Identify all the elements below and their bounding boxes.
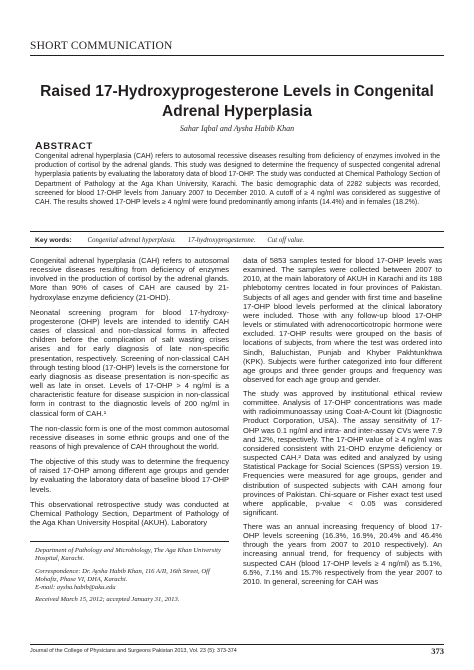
correspondence-email: E-mail: aysha.habib@aku.edu: [35, 584, 116, 592]
affiliation-block: [35, 547, 225, 605]
affiliation-rule: [30, 541, 229, 542]
keywords-row: [35, 237, 314, 244]
title-line-1: Raised 17-Hydroxyprogesterone Levels in Congenital: [40, 83, 434, 100]
keyword-item: Cut off value.: [267, 237, 305, 244]
body-paragraph: data of 5853 samples tested for blood 17-OHP levels was examined. The samples were collected between 2007 to 2010, at the main laboratory of AKUH in Karachi and its 188 phlebotomy centres located in four provinces of Pakistan. Subjects of all ages and gender with first time and baseline 17-OHP blood levels performed at the clinical laboratory were included. Those with any follow-up blood 17-OHP levels or stimulated with adrenocorticotropic hormone were excluded. 17-OHP results were grouped on the basis of locations of subjects, from where the test was ordered into Sindh, Baluchistan, Punjab and Khyber Pakhtunkhwa (KPK). Subjects were further categorized into four different age groups and three gender groups and frequency was observed for each age group and gender.: [243, 256, 442, 385]
section-label: SHORT COMMUNICATION: [30, 40, 173, 52]
title-line-2: Adrenal Hyperplasia: [162, 103, 312, 120]
received-accepted-dates: Received March 15, 2012; accepted January 31, 2013.: [35, 596, 180, 604]
authors: Sahar Iqbal and Aysha Habib Khan: [179, 124, 295, 133]
keyword-item: 17-hydroxyprogesterone.: [187, 237, 256, 244]
body-left-column: [30, 256, 229, 527]
body-paragraph: The objective of this study was to determine the frequency of raised 17-OHP among different age groups and gender by evaluating the laboratory data of baseline blood 17-OHP levels.: [30, 457, 229, 494]
abstract-heading: [35, 140, 93, 152]
body-paragraph: There was an annual increasing frequency of blood 17-OHP levels screening (16.3%, 16.9%, 20.4% and 46.4% through the years from 2007 to 2010 respectively). An increasing annual trend, for frequency of subjects with suspected CAH (blood 17-OHP levels ≥ 4 ng/ml) as 5.1%, 6.5%, 7.1% and 15.7% respectively from the year 2007 to 2010. In general, screening for CAH was: [243, 521, 442, 586]
body-paragraph: Neonatal screening program for blood 17-hydroxy-progesterone (OHP) levels are intended to identify CAH cases of classical and non-classical forms in affected children before the complication of salt wasting crises arises and for early diagnosis of late non-specific presentation, respectively. Screening of non-classical CAH through testing blood (17-OHP) levels is the cornerstone for early diagnosis as disease presentation is non-specific as well as late in onset. Levels of 17-OHP > 4 ng/ml is a characteristic feature for disease suspicion in non-classical form in contrast to the diagnostic levels of 200 ng/ml in classical form of CAH.¹: [30, 307, 229, 418]
abstract-heading-cap: A: [35, 140, 44, 152]
correspondence-address: Correspondence: Dr. Aysha Habib Khan, 116 A/II, 16th Street, Off Mohafiz, Phase VI, DHA, Karachi.: [35, 567, 210, 583]
affiliation-department: Department of Pathology and Microbiology, The Aga Khan University Hospital, Karachi.: [35, 547, 221, 563]
page-number: 373: [431, 646, 444, 656]
article-title: [30, 82, 444, 122]
body-right-column: [243, 256, 442, 586]
keywords-top-rule: [30, 231, 444, 232]
body-paragraph: The non-classic form is one of the most common autosomal recessive diseases in some ethnic groups and one of the reasons of high prevalence of CAH throughout the world.: [30, 423, 229, 451]
keywords-label: Key words:: [35, 237, 72, 244]
footer-journal-citation: Journal of the College of Physicians and Surgeons Pakistan 2013, Vol. 23 (5): 373-374: [30, 648, 237, 654]
top-rule: [30, 55, 444, 56]
abstract-text: Congenital adrenal hyperplasia (CAH) refers to autosomal recessive diseases resulting from deficiency of enzymes involved in the production of cortisol by the adrenal glands. This study was designed to determine the frequency of suspected congenital adrenal hyperplasia patients by evaluating the laboratory data of blood 17-OHP. The study was conducted at Chemical Pathology Section of Department of Pathology at the Aga Khan University, Karachi. The basic demographic data of 2282 subjects was recorded, screened for blood 17-OHP levels from January 2007 to December 2010. A cutoff of ≥ 4 ng/ml was considered as suggestive of CAH. The results showed 17-OHP levels ≥ 4 ng/ml were found predominantly among infants (14.4%) and in females (18.2%).: [35, 153, 440, 207]
footer-rule: [30, 644, 444, 645]
body-paragraph: This observational retrospective study was conducted at Chemical Pathology Section, Department of Pathology of the Aga Khan University Hospital (AKUH). Laboratory: [30, 499, 229, 528]
abstract-heading-rest: BSTRACT: [43, 141, 93, 152]
keyword-item: Congenital adrenal hyperplasia.: [87, 237, 176, 244]
body-paragraph: The study was approved by institutional ethical review committee. Analysis of 17-OHP concentrations was made with radioimmunoassay using Coat-A-Count kit (Diagnostic Product Corporation, USA). The assay sensitivity of 17-OHP was 0.1 ng/ml and intra- and inter-assay CVs were 7.9 and 12%, respectively. The 17-OHP value of ≥ 4 ng/ml was considered consistent with 21-OHD enzyme deficiency or suspected CAH.² Data was edited and analyzed by using Statistical Package for Social Sciences (SPSS) version 19. Frequencies were measured for age groups, gender and distribution of suspected subjects with CAH among four provinces of Pakistan. Chi-square or Fisher exact test used where applicable, p-value < 0.05 was considered significant.: [243, 388, 442, 518]
keywords-bottom-rule: [30, 247, 444, 248]
body-paragraph: Congenital adrenal hyperplasia (CAH) refers to autosomal recessive diseases resulting from deficiency of enzymes involved in the production of cortisol by the adrenal glands. More than 90% of cases of CAH are caused by 21-hydroxylase enzyme deficiency (21-OHD).: [30, 256, 229, 302]
